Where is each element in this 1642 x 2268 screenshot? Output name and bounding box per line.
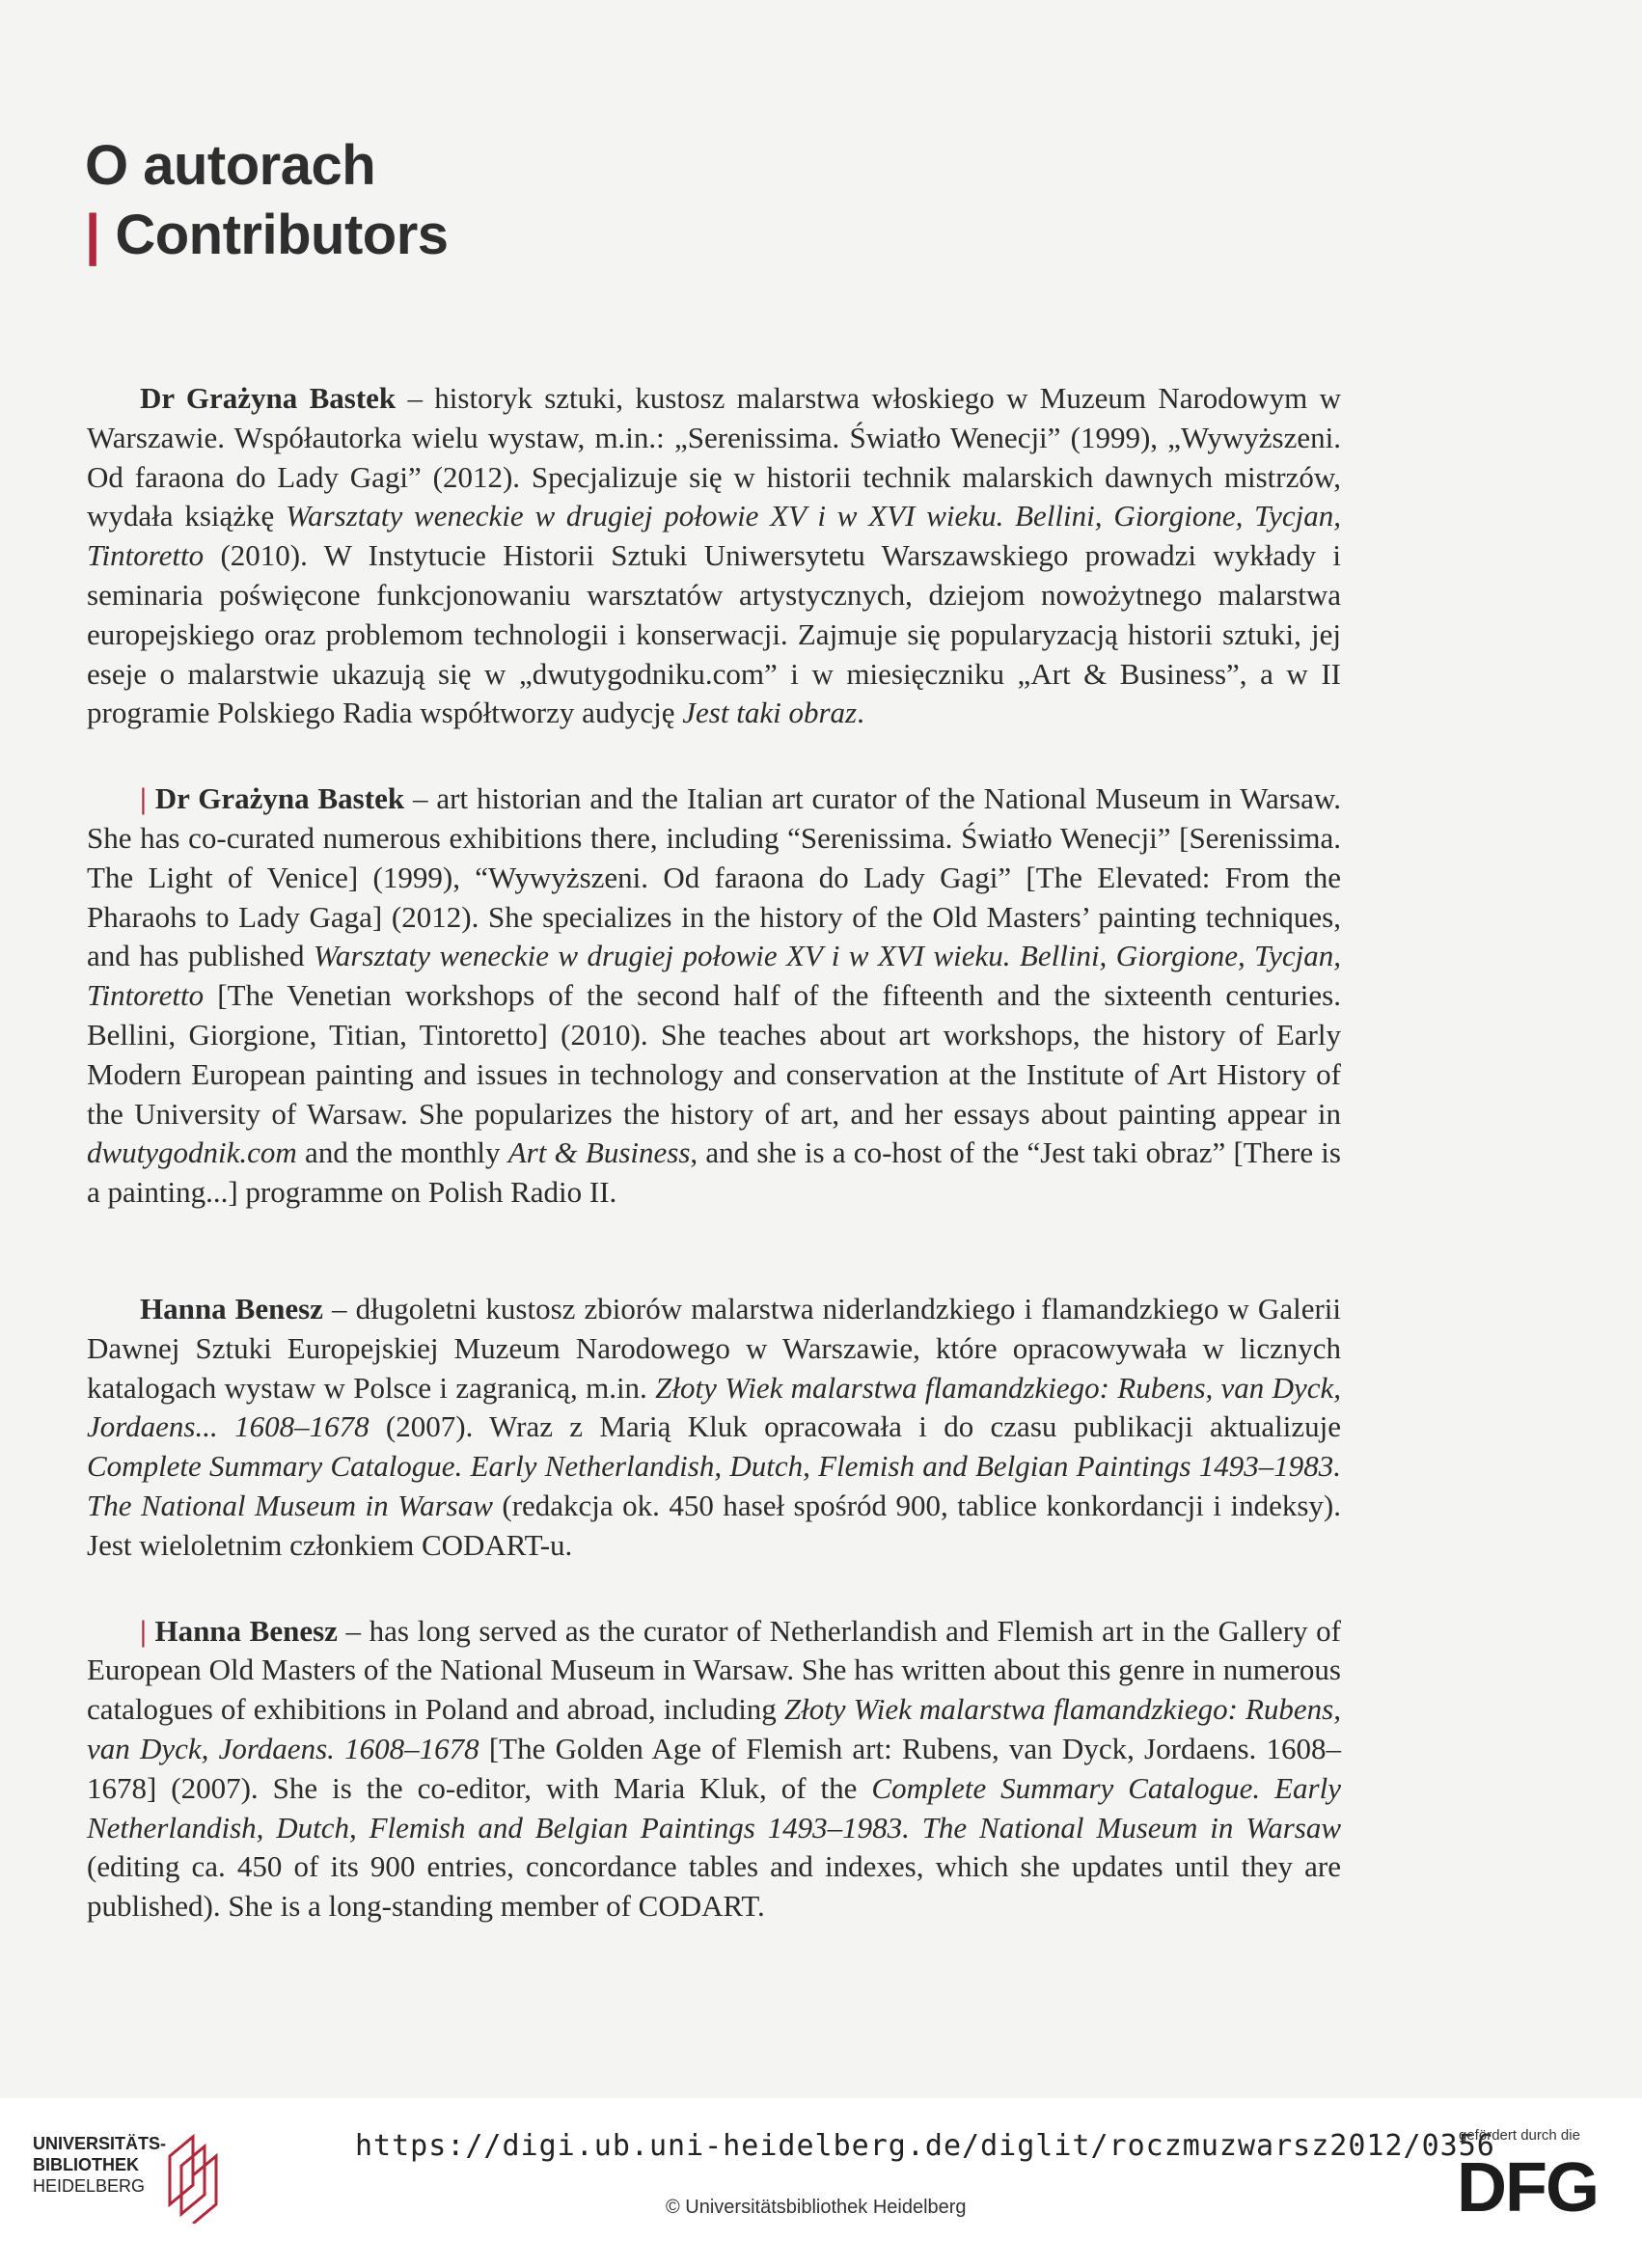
copyright-text: © Universitätsbibliothek Heidelberg — [666, 2197, 967, 2218]
italic-title: Warsztaty weneckie w drugiej połowie XV i w XVI wieku. Bellini, Giorgione, Tycjan, Tintoretto — [87, 939, 1341, 1013]
library-emblem-icon — [162, 2127, 224, 2224]
funding-note: gefördert durch die — [1459, 2127, 1580, 2144]
heading-polish: O autorach — [85, 134, 376, 197]
bio-benesz-en — [87, 1612, 1341, 1926]
bio-text: – art historian and the Italian art curator of the National Museum in Warsaw. She has co-curated numerous exhibitions there, including “Serenissima. Światło Wenecji” [Serenissima. The Light of Venice] (1999), “Wywyższeni. Od faraona do Lady Gagi” [The Elevated: From the Pharaohs to Lady Gaga] (2012). She specializes in the history of the Old Masters’ painting techniques, and has published Warsztaty weneckie w drugiej połowie XV i w XVI wieku. Bellini, Giorgione, Tycjan, Tintoretto [The Venetian workshops of the second half of the fifteenth and the sixteenth centuries. Bellini, Giorgione, Titian, Tintoretto] (2010). She teaches about art workshops, the history of Early Modern European painting and issues in technology and conservation at the Institute of Art History of the University of Warsaw. She popularizes the history of art, and her essays about painting appear in dwutygodnik.com and the monthly Art & Business, and she is a co-host of the “Jest taki obraz” [There is a painting...] programme on Polish Radio II. — [87, 781, 1342, 1210]
accent-bar: | — [140, 781, 155, 816]
italic-title: Warsztaty weneckie w drugiej połowie XV i w XVI wieku. Bellini, Giorgione, Tycjan, Tintoretto — [87, 499, 1341, 573]
bios-content — [87, 379, 1341, 1926]
footer — [0, 2098, 1642, 2268]
bio-name: Dr Grażyna Bastek — [140, 381, 397, 415]
italic-title: Art & Business — [507, 1135, 691, 1170]
italic-title: Jest taki obraz — [682, 696, 858, 730]
library-name-line3: HEIDELBERG — [33, 2176, 146, 2196]
bio-name: Dr Grażyna Bastek — [154, 781, 405, 816]
dfg-logo[interactable]: DFG — [1457, 2149, 1598, 2227]
italic-title: Złoty Wiek malarstwa flamandzkiego: Rubens, van Dyck, Jordaens. 1608–1678 — [87, 1692, 1341, 1765]
accent-bar: | — [140, 1613, 155, 1648]
heading-english — [85, 201, 449, 270]
bio-benesz-pl — [87, 1290, 1341, 1566]
bio-name: Hanna Benesz — [140, 1291, 323, 1325]
bio-bastek-pl — [87, 379, 1341, 733]
italic-title: Complete Summary Catalogue. Early Netherlandish, Dutch, Flemish and Belgian Paintings 1493–1983. The National Museum in Warsaw — [87, 1770, 1341, 1844]
library-logo[interactable] — [33, 2133, 166, 2197]
bio-name: Hanna Benesz — [154, 1613, 338, 1648]
page-url-link[interactable]: https://digi.ub.uni-heidelberg.de/diglit/roczmuzwarsz2012/0356 — [355, 2129, 1495, 2163]
library-name-line1: UNIVERSITÄTS- — [33, 2134, 167, 2153]
page-heading — [85, 131, 449, 270]
bio-text: – długoletni kustosz zbiorów malarstwa niderlandzkiego i flamandzkiego w Galerii Dawnej Sztuki Europejskiej Muzeum Narodowego w Warszawie, które opracowywała w licznych katalogach wystaw w Polsce i zagranicą, m.in. Złoty Wiek malarstwa flamandzkiego: Rubens, van Dyck, Jordaens... 1608–1678 (2007). Wraz z Marią Kluk opracowała i do czasu publikacji aktualizuje Complete Summary Catalogue. Early Netherlandish, Dutch, Flemish and Belgian Paintings 1493–1983. The National Museum in Warsaw (redakcja ok. 450 haseł spośród 900, tablice konkordancji i indeksy). Jest wieloletnim członkiem CODART-u. — [87, 1291, 1342, 1562]
bio-text: – has long served as the curator of Netherlandish and Flemish art in the Gallery of European Old Masters of the National Museum in Warsaw. She has written about this genre in numerous catalogues of exhibitions in Poland and abroad, including Złoty Wiek malarstwa flamandzkiego: Rubens, van Dyck, Jordaens. 1608–1678 [The Golden Age of Flemish art: Rubens, van Dyck, Jordaens. 1608–1678] (2007). She is the co-editor, with Maria Kluk, of the Complete Summary Catalogue. Early Netherlandish, Dutch, Flemish and Belgian Paintings 1493–1983. The National Museum in Warsaw (editing ca. 450 of its 900 entries, concordance tables and indexes, which she updates until they are published). She is a long-standing member of CODART. — [87, 1613, 1342, 1924]
heading-accent-bar: | — [85, 204, 116, 266]
library-name-line2: BIBLIOTHEK — [33, 2155, 139, 2174]
italic-title: Złoty Wiek malarstwa flamandzkiego: Rubens, van Dyck, Jordaens... 1608–1678 — [87, 1370, 1342, 1444]
bio-text: – historyk sztuki, kustosz malarstwa włoskiego w Muzeum Narodowym w Warszawie. Współautorka wielu wystaw, m.in.: „Serenissima. Światło Wenecji” (1999), „Wywyższeni. Od faraona do Lady Gagi” (2012). Specjalizuje się w historii technik malarskich dawnych mistrzów, wydała książkę Warsztaty weneckie w drugiej połowie XV i w XVI wieku. Bellini, Giorgione, Tycjan, Tintoretto (2010). W Instytucie Historii Sztuki Uniwersytetu Warszawskiego prowadzi wykłady i seminaria poświęcone funkcjonowaniu warsztatów artystycznych, dziejom nowożytnego malarstwa europejskiego oraz problemom technologii i konserwacji. Zajmuje się popularyzacją historii sztuki, jej eseje o malarstwie ukazują się w „dwutygodniku.com” i w miesięczniku „Art & Business”, a w II programie Polskiego Radia współtworzy audycję Jest taki obraz. — [87, 381, 1341, 730]
heading-english-text: Contributors — [115, 204, 449, 266]
italic-title: Complete Summary Catalogue. Early Netherlandish, Dutch, Flemish and Belgian Paintings 1493–1983. The National Museum in Warsaw — [87, 1449, 1341, 1522]
bio-bastek-en — [87, 779, 1341, 1213]
italic-title: dwutygodnik.com — [87, 1135, 297, 1170]
